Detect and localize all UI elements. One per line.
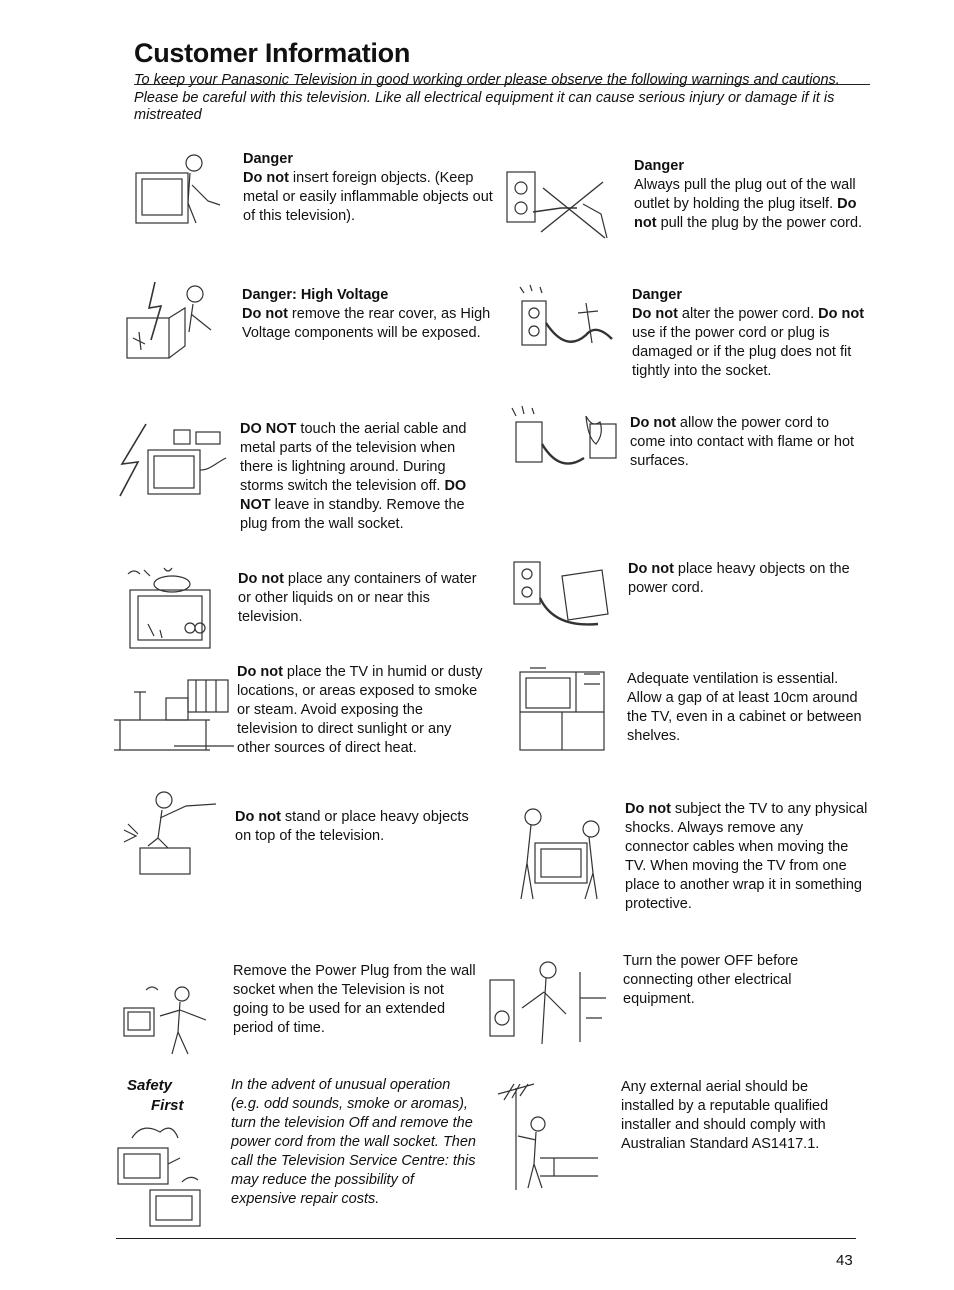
entry-heading: Danger — [634, 158, 684, 174]
humid-dusty-illustration — [110, 672, 234, 754]
entry-bold: Do not — [634, 196, 857, 231]
safety-first-illustration — [102, 1118, 218, 1228]
entry-text: Always pull the plug out of the wall outlet by holding the plug itself. — [634, 177, 856, 212]
entry-text: place the TV in humid or dusty locations, or areas exposed to smoke or steam. Avoid exposing the television to direct sunlight or any other sources of direct heat. — [237, 664, 483, 756]
entry-bold-2: Do not — [818, 306, 865, 322]
heavy-object-cord-illustration — [510, 558, 615, 634]
entry-bold: Do not — [625, 801, 671, 817]
left-entry-7 — [233, 962, 478, 1038]
tv-foreign-objects-illustration — [130, 145, 230, 235]
entry-text-2: use if the power cord or plug is damaged or if the plug does not fit tightly into the socket. — [632, 325, 852, 379]
pull-plug-illustration — [505, 168, 623, 246]
left-entry-2 — [242, 286, 492, 343]
entry-bold: Do not — [632, 306, 678, 322]
entry-text: insert foreign objects. (Keep metal or easily inflammable objects out of this television). — [243, 170, 493, 224]
entry-text-2: pull the plug by the power cord. — [656, 215, 863, 231]
left-entry-4 — [238, 570, 483, 627]
remove-plug-illustration — [116, 980, 212, 1060]
entry-bold: Do not — [630, 415, 676, 431]
right-entry-8 — [621, 1078, 861, 1154]
intro-text: To keep your Panasonic Television in good working order please observe the following warnings and cautions. Please be careful with this television. Like all electrical equipment it can cause serious injury or damage if it is mistreated — [134, 72, 840, 123]
right-entry-2 — [632, 286, 872, 381]
aerial-installer-illustration — [494, 1080, 604, 1192]
entry-bold: Do not — [238, 571, 284, 587]
high-voltage-illustration — [115, 280, 220, 375]
entry-text: Any external aerial should be installed by a reputable qualified installer and should comply with Australian Standard AS1417.1. — [621, 1079, 829, 1152]
entry-text: Remove the Power Plug from the wall socket when the Television is not going to be used for an extended period of time. — [233, 963, 476, 1036]
entry-bold: DO NOT — [240, 421, 297, 437]
entry-heading: Danger — [632, 287, 682, 303]
entry-text: allow the power cord to come into contact with flame or hot surfaces. — [630, 415, 855, 469]
left-entry-3 — [240, 420, 490, 534]
entry-heading: Danger: High Voltage — [242, 287, 389, 303]
left-entry-8 — [231, 1076, 481, 1209]
power-cord-alter-illustration — [516, 283, 618, 358]
entry-text: stand or place heavy objects on top of the television. — [235, 809, 469, 844]
page-number: 43 — [836, 1252, 853, 1269]
entry-bold-2: DO NOT — [240, 478, 467, 513]
left-entry-6 — [235, 808, 480, 846]
left-entry-1 — [243, 150, 493, 226]
lightning-illustration — [118, 418, 228, 500]
page-title: Customer Information — [134, 38, 411, 68]
entry-text: place any containers of water or other liquids on or near this television. — [238, 571, 477, 625]
right-entry-4 — [628, 560, 863, 598]
entry-text: In the advent of unusual operation (e.g. odd sounds, smoke or aromas), turn the television Off and remove the power cord from the wall socket. Then call the Television Service Centre: this may reduce the possibility of expensive repair costs. — [231, 1077, 476, 1207]
entry-bold: Do not — [243, 170, 289, 186]
safety-line-2: First — [151, 1097, 184, 1114]
moving-tv-illustration — [505, 803, 615, 903]
liquids-illustration — [124, 566, 216, 654]
entry-bold: Do not — [242, 306, 288, 322]
entry-text-2: leave in standby. Remove the plug from the wall socket. — [240, 497, 465, 532]
safety-first-label — [127, 1076, 184, 1116]
standing-on-tv-illustration — [112, 786, 220, 876]
footer-rule — [116, 1238, 856, 1239]
right-entry-3 — [630, 414, 865, 471]
entry-bold: Do not — [235, 809, 281, 825]
right-entry-1 — [634, 157, 874, 233]
entry-text: remove the rear cover, as High Voltage components will be exposed. — [242, 306, 491, 341]
safety-line-1: Safety — [127, 1077, 173, 1094]
ventilation-cabinet-illustration — [516, 664, 608, 754]
left-entry-5 — [237, 663, 487, 758]
entry-text: alter the power cord. — [677, 306, 815, 322]
turn-off-illustration — [486, 958, 608, 1046]
cord-flame-illustration — [510, 404, 620, 484]
entry-text: subject the TV to any physical shocks. Always remove any connector cables when moving the TV. When moving the TV from one place to another wrap it in something protective. — [625, 801, 868, 912]
entry-bold: Do not — [237, 664, 283, 680]
right-entry-5 — [627, 670, 872, 746]
title-rule — [134, 84, 870, 85]
right-entry-6 — [625, 800, 870, 914]
entry-bold: Do not — [628, 561, 674, 577]
entry-text: place heavy objects on the power cord. — [628, 561, 850, 596]
entry-heading: Danger — [243, 151, 293, 167]
right-entry-7 — [623, 952, 838, 1009]
entry-text: Adequate ventilation is essential. Allow a gap of at least 10cm around the TV, even in a cabinet or between shelves. — [627, 671, 862, 744]
entry-text: Turn the power OFF before connecting other electrical equipment. — [623, 953, 799, 1007]
entry-text: touch the aerial cable and metal parts of the television when there is lightning around. During storms switch the television off. — [240, 421, 467, 494]
